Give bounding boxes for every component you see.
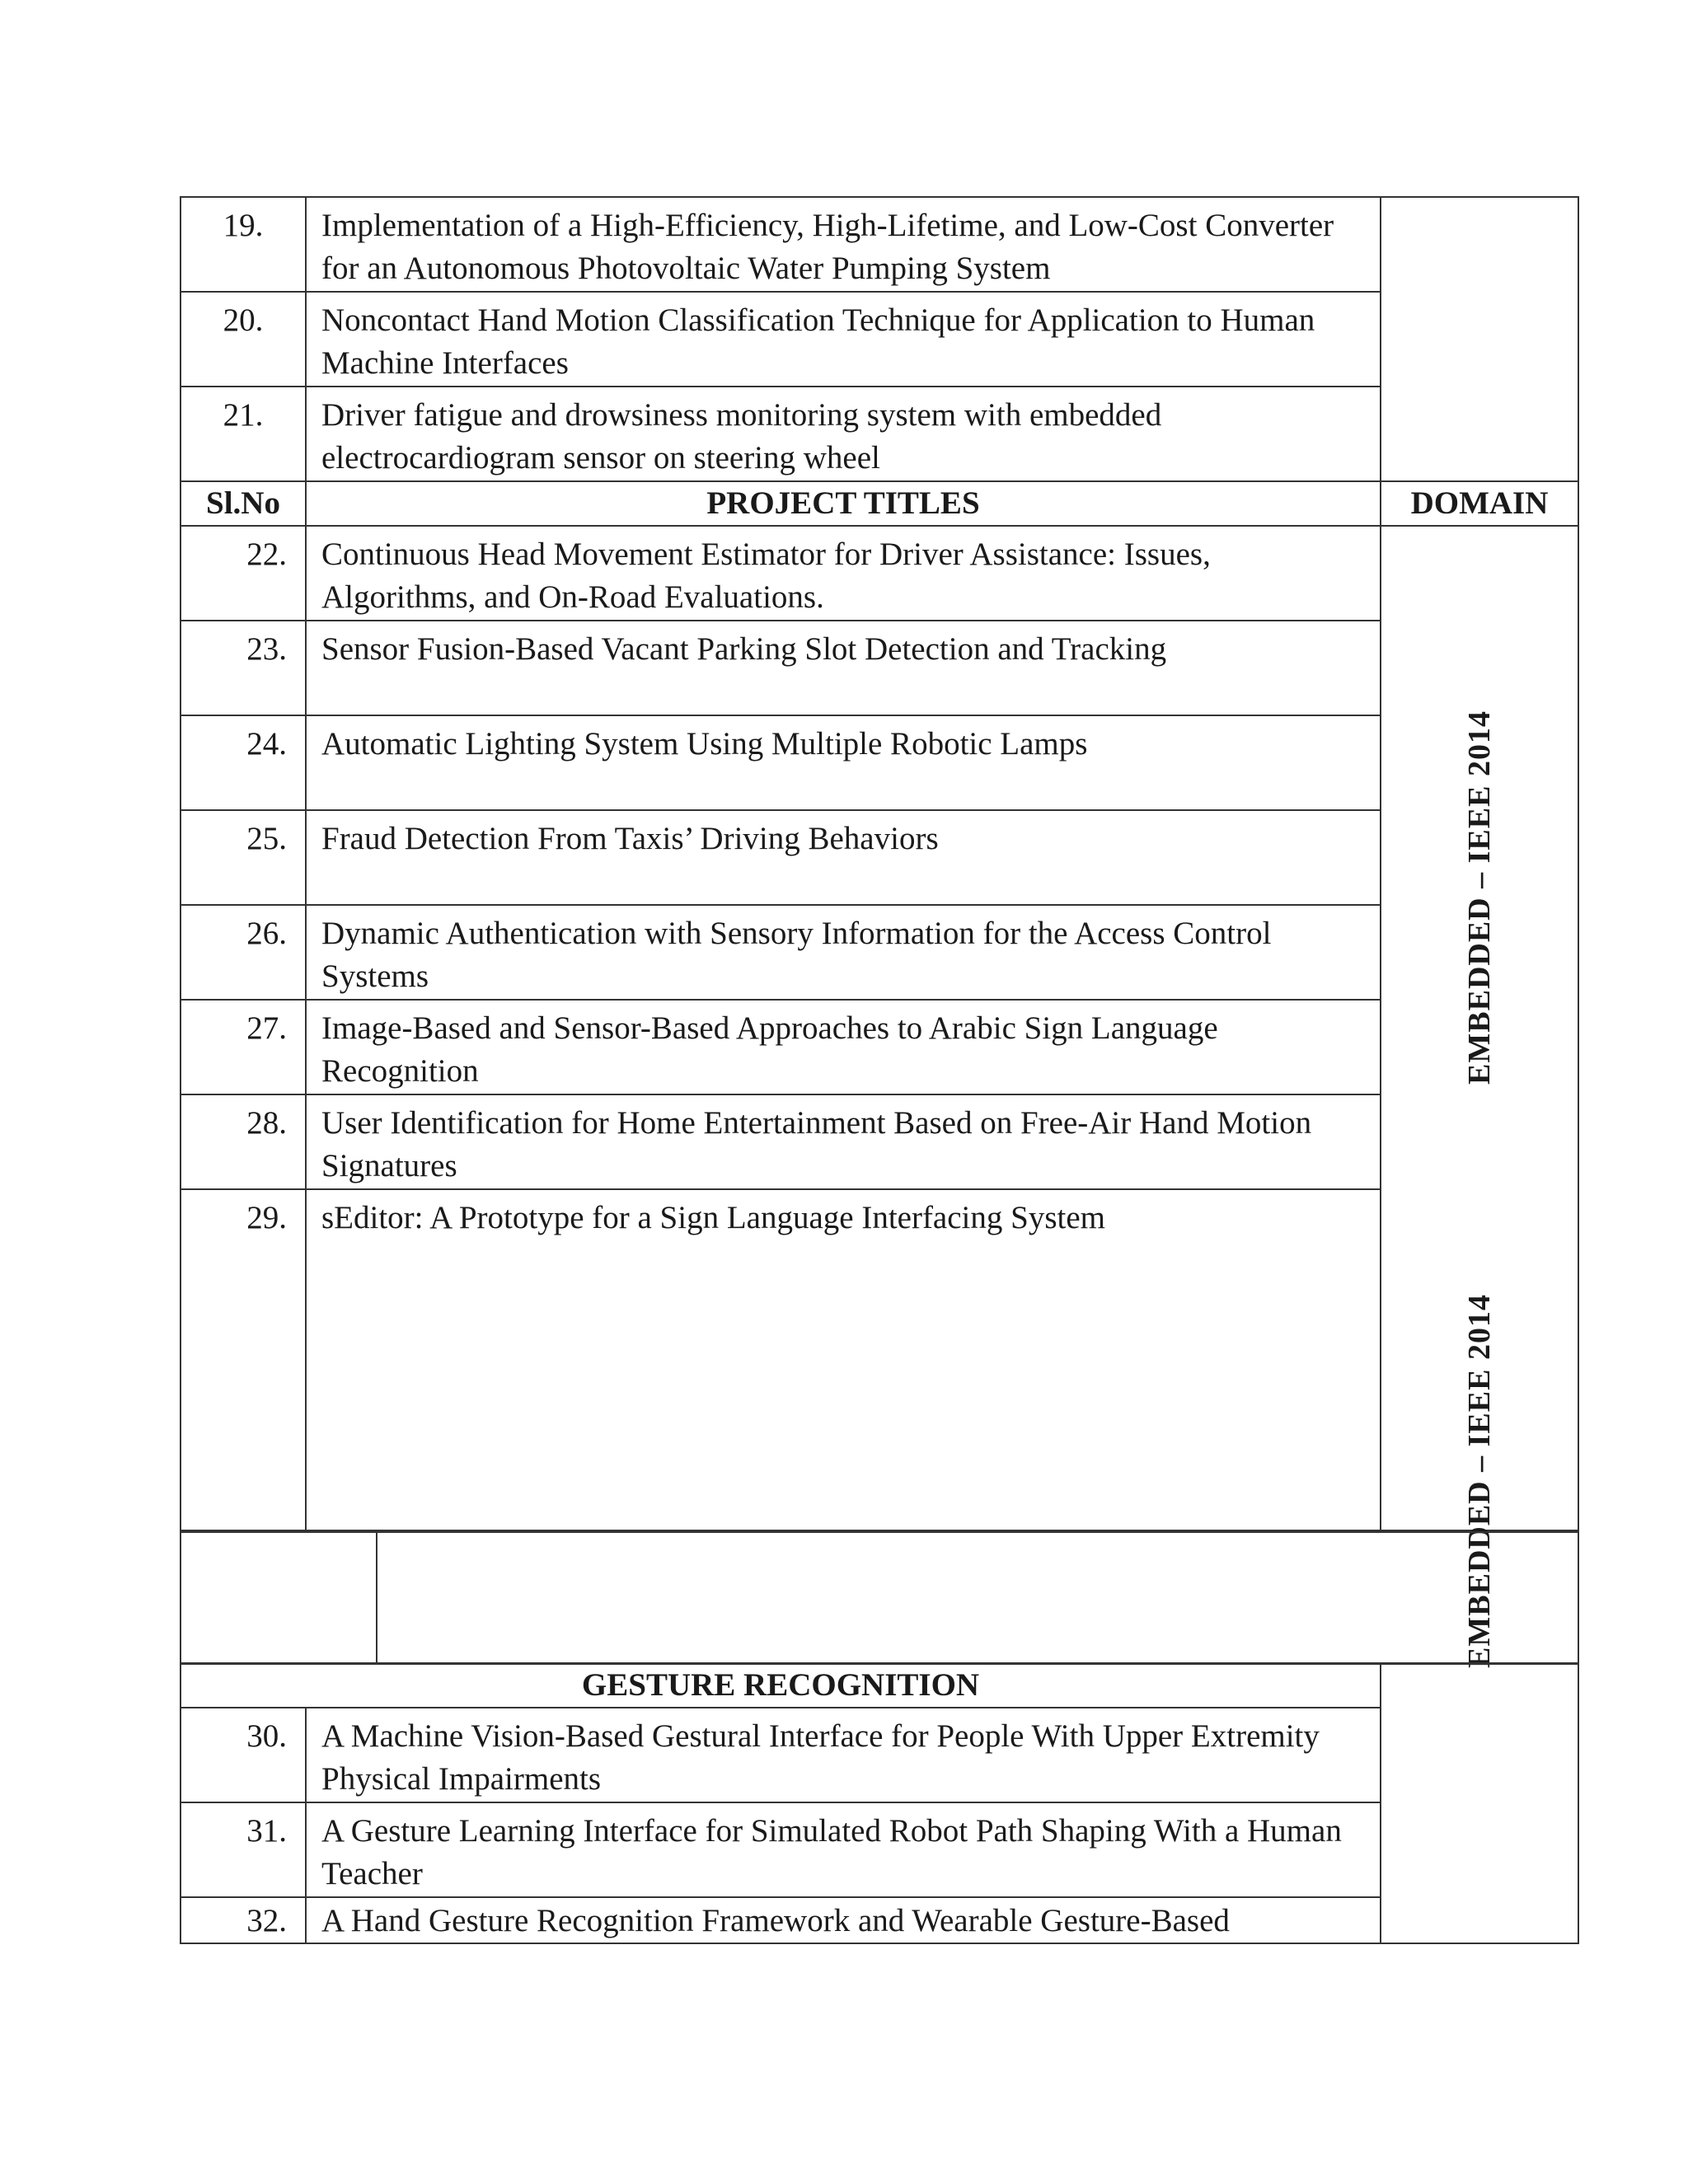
blank-table-section (180, 1531, 1579, 1665)
row-number: 27. (181, 1000, 306, 1094)
gesture-table (180, 1662, 1579, 1944)
row-title: Noncontact Hand Motion Classification Technique for Application to Human Machine Interfaces (306, 292, 1381, 387)
table-row (181, 1708, 1578, 1802)
row-title: Implementation of a High-Efficiency, High-Lifetime, and Low-Cost Converter for an Autonomous Photovoltaic Water Pumping System (306, 197, 1381, 292)
table-row (181, 905, 1578, 1000)
domain-label: EMBEDDED – IEEE 2014 (1462, 1294, 1497, 1668)
table-row (181, 621, 1578, 715)
table-row (181, 715, 1578, 810)
row-title: Driver fatigue and drowsiness monitoring system with embedded electrocardiogram sensor on steering wheel (306, 387, 1381, 481)
row-title: A Machine Vision-Based Gestural Interface for People With Upper Extremity Physical Impairments (306, 1708, 1381, 1802)
row-number: 32. (181, 1897, 306, 1943)
table-row (181, 292, 1578, 387)
row-title: A Hand Gesture Recognition Framework and Wearable Gesture-Based (306, 1897, 1381, 1943)
table-row (181, 1897, 1578, 1943)
table-row (181, 1802, 1578, 1897)
row-title: Dynamic Authentication with Sensory Information for the Access Control Systems (306, 905, 1381, 1000)
domain-cell-empty (1381, 197, 1578, 481)
row-title: A Gesture Learning Interface for Simulated Robot Path Shaping With a Human Teacher (306, 1802, 1381, 1897)
row-number: 19. (181, 197, 306, 292)
row-title: User Identification for Home Entertainment Based on Free-Air Hand Motion Signatures (306, 1094, 1381, 1189)
row-title: Continuous Head Movement Estimator for Driver Assistance: Issues, Algorithms, and On-Road Evaluations. (306, 526, 1381, 621)
domain-label: EMBEDDED – IEEE 2014 (1462, 710, 1497, 1085)
section-heading: GESTURE RECOGNITION (181, 1663, 1381, 1708)
table-row (181, 387, 1578, 481)
row-title: sEditor: A Prototype for a Sign Language Interfacing System (306, 1189, 1381, 1530)
row-number: 31. (181, 1802, 306, 1897)
row-number: 24. (181, 715, 306, 810)
row-number: 22. (181, 526, 306, 621)
row-title: Fraud Detection From Taxis’ Driving Behaviors (306, 810, 1381, 905)
table-row (181, 1094, 1578, 1189)
table-header-row (181, 481, 1578, 526)
section-heading-row (181, 1663, 1578, 1708)
table-row (181, 197, 1578, 292)
row-title: Sensor Fusion-Based Vacant Parking Slot Detection and Tracking (306, 621, 1381, 715)
row-number: 30. (181, 1708, 306, 1802)
row-title: Image-Based and Sensor-Based Approaches to Arabic Sign Language Recognition (306, 1000, 1381, 1094)
table-row (181, 1189, 1578, 1530)
row-number: 23. (181, 621, 306, 715)
table-row (181, 526, 1578, 621)
project-table (180, 196, 1579, 1668)
blank-column-divider (376, 1531, 377, 1663)
table-row (181, 810, 1578, 905)
row-number: 29. (181, 1189, 306, 1530)
domain-cell-empty (1381, 1663, 1578, 1943)
table-row (181, 1000, 1578, 1094)
header-domain: DOMAIN (1381, 481, 1578, 526)
row-number: 25. (181, 810, 306, 905)
row-title: Automatic Lighting System Using Multiple Robotic Lamps (306, 715, 1381, 810)
row-number: 26. (181, 905, 306, 1000)
row-number: 21. (181, 387, 306, 481)
row-number: 28. (181, 1094, 306, 1189)
row-number: 20. (181, 292, 306, 387)
header-project-titles: PROJECT TITLES (306, 481, 1381, 526)
header-slno: Sl.No (181, 481, 306, 526)
domain-cell (1381, 526, 1578, 1668)
